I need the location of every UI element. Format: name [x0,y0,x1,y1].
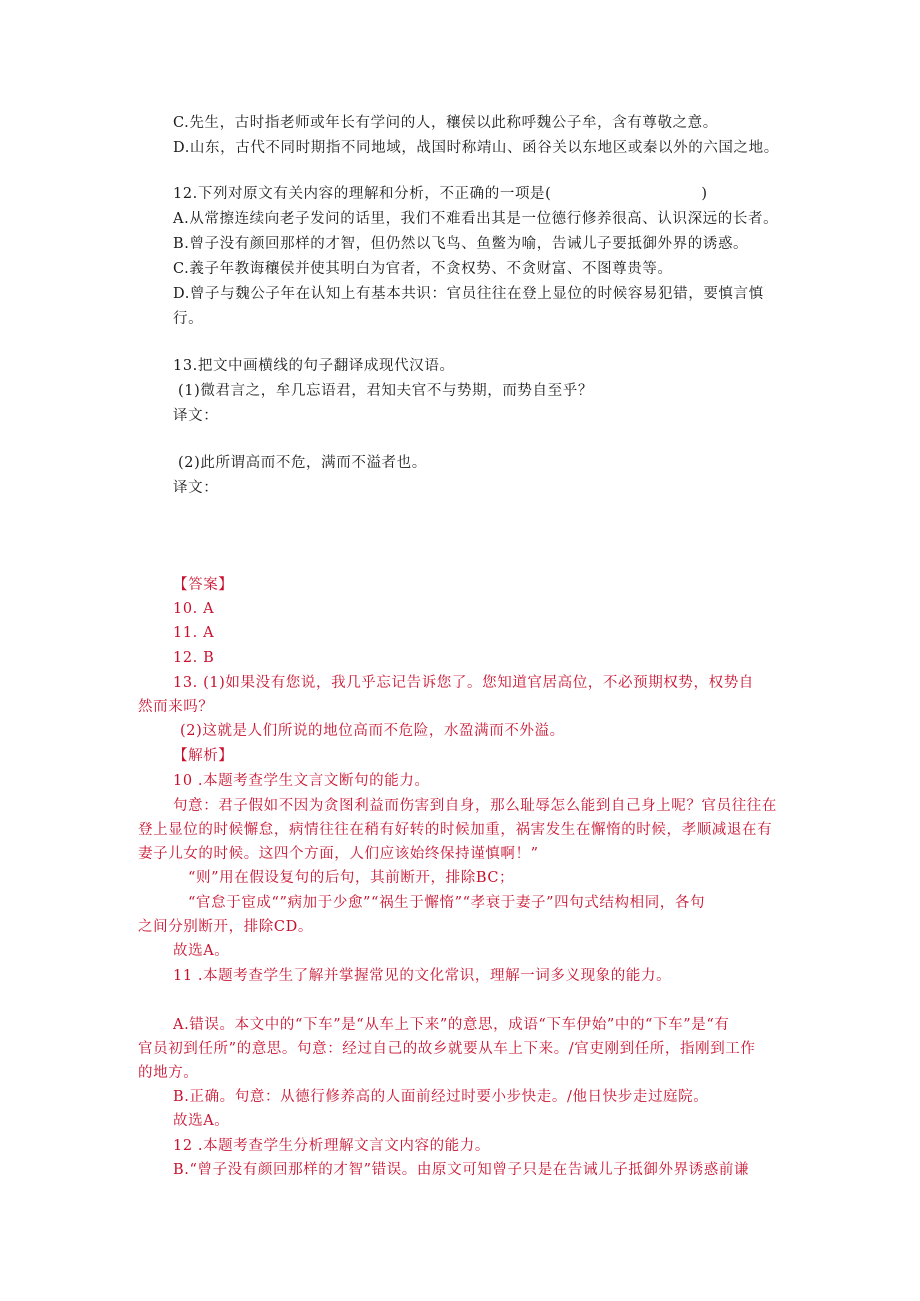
option-12-d-line2: 行。 [173,311,204,327]
question-13-sentence-1: (1)微君言之，牟几忘语君，君知夫官不与势期，而势自至乎？ [178,383,593,399]
analysis-11-line1: A.错误。本文中的“下车”是“从车上下来”的意思，成语“下车伊始”中的“下车”是“有 [173,1017,730,1033]
answer-11: 11. A [173,625,215,641]
question-13-sentence-2: (2)此所谓高而不危，满而不溢者也。 [178,455,427,471]
analysis-10-line4: “则”用在假设复句的后句，其前断开，排除BC； [188,870,515,886]
analysis-10-line7: 故选A。 [173,943,230,959]
answer-12: 12. B [173,650,215,666]
question-12-stem-close: ) [701,186,708,202]
answer-13-1-line2: 然而来吗？ [138,699,214,715]
analysis-10-line2: 登上显位的时候懈怠，病情往往在稍有好转的时候加重，祸害发生在懈惰的时候，孝顺减退在有 [138,822,773,838]
translation-label-2: 译文： [173,480,219,496]
analysis-10-line5: “官怠于宦成“”病加于少愈”“祸生于懈惰”“孝衰于妻子”四句式结构相同，各句 [188,895,706,911]
option-12-b: B.曾子没有颜回那样的才智，但仍然以飞鸟、鱼鳖为喻，告诫儿子要抵御外界的诱惑。 [173,236,749,252]
analysis-heading: 【解析】 [173,748,234,764]
analysis-10-line6: 之间分别断开，排除CD。 [138,919,313,935]
analysis-10-line1: 句意：君子假如不因为贪图利益而伤害到自身，那么耻辱怎么能到自己身上呢？官员往往在 [173,798,777,814]
analysis-11-line3: 的地方。 [138,1065,199,1081]
analysis-12-title: 12 .本题考查学生分析理解文言文内容的能力。 [173,1138,490,1154]
analysis-11-line2: 官员初到任所”的意思。句意：经过自己的故乡就要从车上下来。/官吏刚到任所，指刚到工作 [138,1041,756,1057]
translation-label-1: 译文： [173,408,219,424]
answer-13-1-line1: 13. (1)如果没有您说，我几乎忘记告诉您了。您知道官居高位，不必预期权势，权势自 [173,675,754,691]
analysis-11-title: 11 .本题考查学生了解并掌握常见的文化常识，理解一词多义现象的能力。 [173,968,672,984]
option-12-d-line1: D.曾子与魏公子年在认知上有基本共识：官员往往在登上显位的时候容易犯错，要慎言慎 [173,286,764,302]
answer-heading: 【答案】 [173,577,234,593]
question-13-stem: 13.把文中画横线的句子翻译成现代汉语。 [173,358,455,374]
option-11-c: C.先生，古时指老师或年长有学问的人，穰侯以此称呼魏公子牟，含有尊敬之意。 [173,115,718,131]
question-12-stem-text: 12.下列对原文有关内容的理解和分析，不正确的一项是( [173,186,552,202]
answer-13-2: (2)这就是人们所说的地位高而不危险，水盈满而不外溢。 [180,723,565,739]
option-12-a: A.从常擦连续向老子发问的话里，我们不难看出其是一位德行修养很高、认识深远的长者。 [173,211,779,227]
analysis-12-line1: B.“曾子没有颜回那样的才智”错误。由原文可知曾子只是在告诫儿子抵御外界诱惑前谦 [173,1162,750,1178]
analysis-11-line5: 故选A。 [173,1113,230,1129]
option-11-d: D.山东，古代不同时期指不同地域，战国时称靖山、函谷关以东地区或秦以外的六国之地。 [173,140,779,156]
answer-10: 10. A [173,601,215,617]
analysis-10-line3: 妻子儿女的时候。这四个方面，人们应该始终保持谨慎啊！” [138,846,539,862]
option-12-c: C.義子年教诲穰侯并使其明白为官者，不贪权势、不贪财富、不图尊贵等。 [173,261,673,277]
analysis-11-line4: B.正确。句意：从德行修养高的人面前经过时要小步快走。/他日快步走过庭院。 [173,1089,709,1105]
question-12-stem [173,184,708,204]
analysis-10-title: 10 .本题考查学生文言文断句的能力。 [173,773,430,789]
